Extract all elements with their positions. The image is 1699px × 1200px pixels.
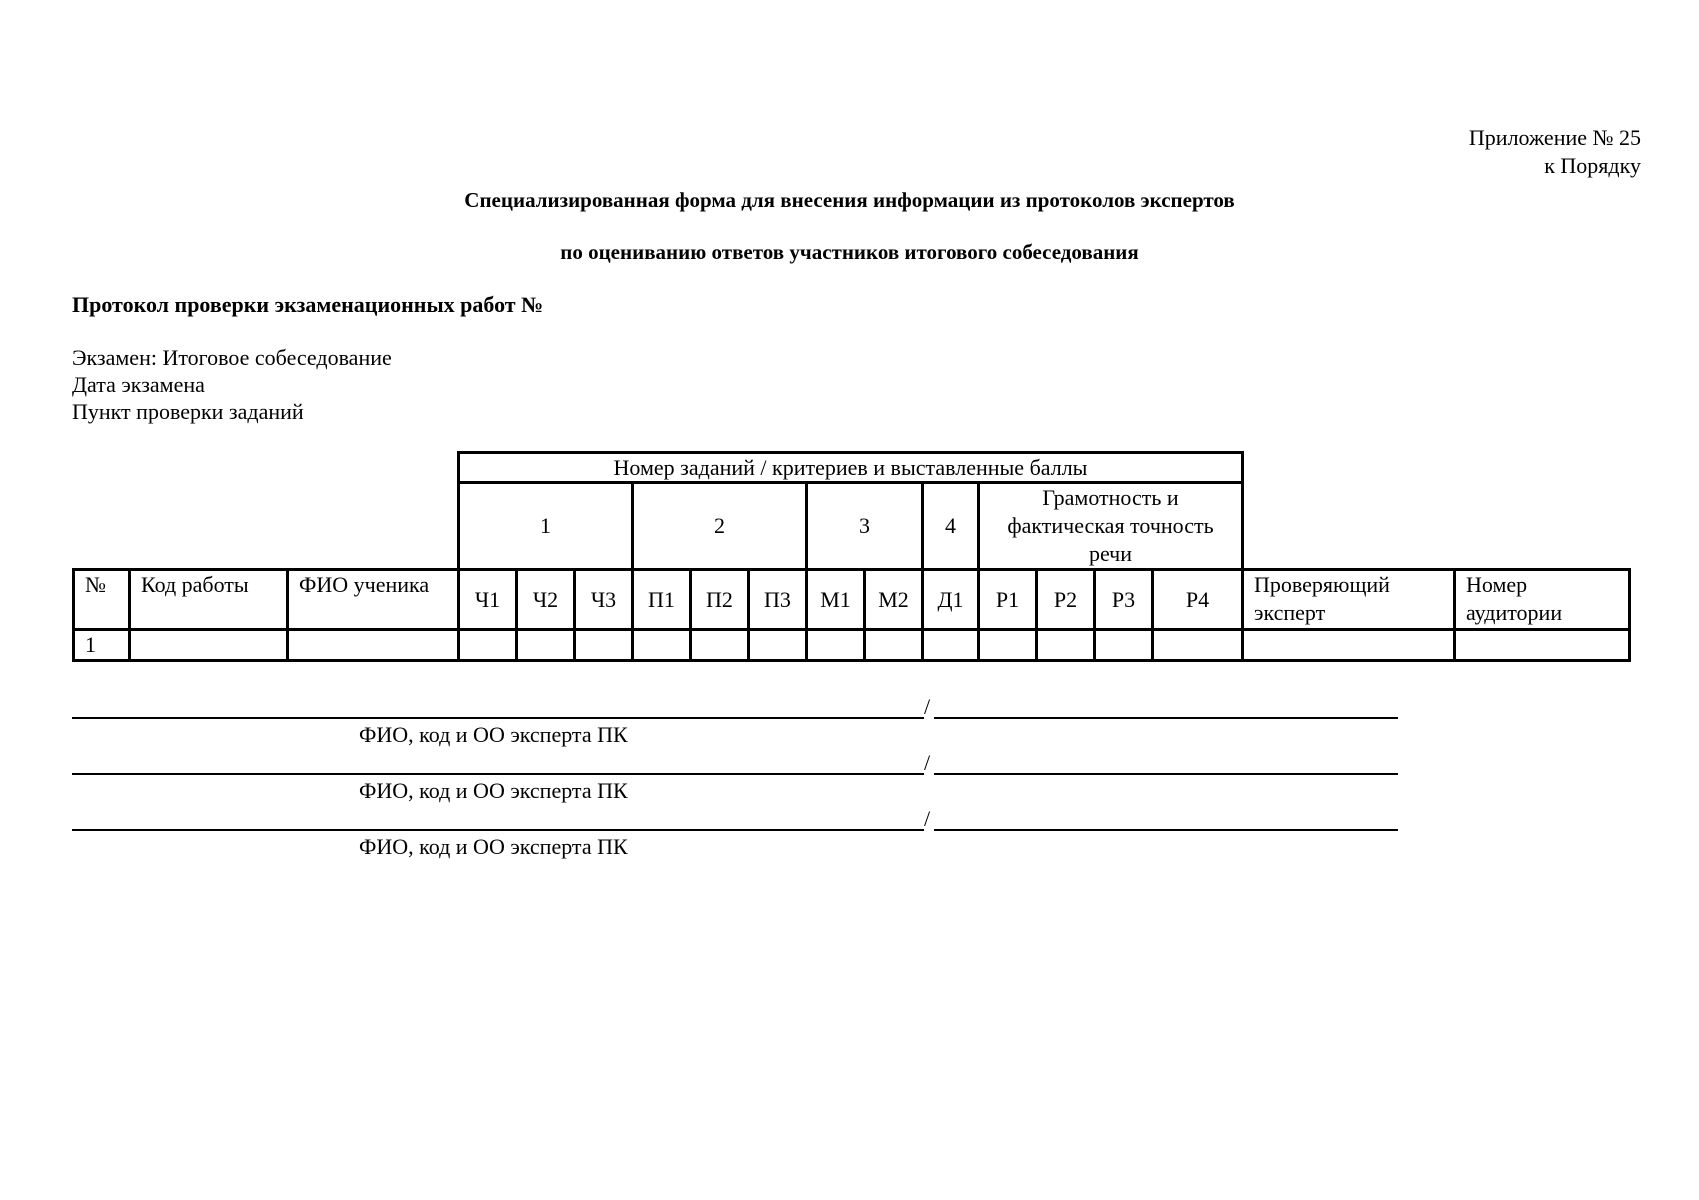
signature-line[interactable] bbox=[72, 829, 924, 831]
signature-line-right[interactable] bbox=[934, 773, 1398, 775]
task-4-header: 4 bbox=[923, 483, 979, 570]
appendix-reference: к Порядку bbox=[1544, 153, 1641, 178]
exam-meta bbox=[72, 344, 392, 425]
signature-caption: ФИО, код и ОО эксперта ПК bbox=[359, 722, 628, 747]
header-checking-expert: Проверяющий эксперт bbox=[1243, 570, 1455, 630]
header-ch2: Ч2 bbox=[517, 570, 575, 630]
row-p1[interactable] bbox=[633, 630, 691, 661]
signature-slash: / bbox=[924, 750, 931, 775]
task-1-header: 1 bbox=[459, 483, 633, 570]
task-group-header: Номер заданий / критериев и выставленные баллы bbox=[459, 453, 1243, 483]
row-r4[interactable] bbox=[1153, 630, 1243, 661]
row-ch2[interactable] bbox=[517, 630, 575, 661]
header-m1: М1 bbox=[807, 570, 865, 630]
row-ch1[interactable] bbox=[459, 630, 517, 661]
row-ch3[interactable] bbox=[575, 630, 633, 661]
appendix-number: Приложение № 25 bbox=[1468, 125, 1641, 150]
header-p2: П2 bbox=[691, 570, 749, 630]
results-table bbox=[72, 568, 1631, 662]
row-r2[interactable] bbox=[1037, 630, 1095, 661]
table-header-row bbox=[74, 570, 1630, 630]
signature-caption: ФИО, код и ОО эксперта ПК bbox=[359, 778, 628, 803]
form-title-line-1: Специализированная форма для внесения информации из протоколов экспертов bbox=[464, 188, 1235, 212]
header-ch3: Ч3 bbox=[575, 570, 633, 630]
header-r3: Р3 bbox=[1095, 570, 1153, 630]
header-number: № bbox=[74, 570, 130, 630]
row-p2[interactable] bbox=[691, 630, 749, 661]
protocol-heading: Протокол проверки экзаменационных работ № bbox=[72, 292, 544, 317]
row-work-code[interactable] bbox=[130, 630, 288, 661]
signature-line[interactable] bbox=[72, 717, 924, 719]
signature-line-right[interactable] bbox=[934, 829, 1398, 831]
row-student-name[interactable] bbox=[288, 630, 459, 661]
task-header-table bbox=[457, 451, 1244, 571]
check-point: Пункт проверки заданий bbox=[72, 399, 304, 424]
header-r2: Р2 bbox=[1037, 570, 1095, 630]
header-r1: Р1 bbox=[979, 570, 1037, 630]
header-p3: П3 bbox=[749, 570, 807, 630]
table-row bbox=[74, 630, 1630, 661]
header-d1: Д1 bbox=[923, 570, 979, 630]
row-room-number[interactable] bbox=[1455, 630, 1630, 661]
header-m2: М2 bbox=[865, 570, 923, 630]
header-student-name: ФИО ученика bbox=[288, 570, 459, 630]
row-m1[interactable] bbox=[807, 630, 865, 661]
row-r3[interactable] bbox=[1095, 630, 1153, 661]
signature-slash: / bbox=[924, 694, 931, 719]
signature-caption: ФИО, код и ОО эксперта ПК bbox=[359, 834, 628, 859]
exam-date: Дата экзамена bbox=[72, 372, 205, 397]
header-p1: П1 bbox=[633, 570, 691, 630]
signature-line-right[interactable] bbox=[934, 717, 1398, 719]
form-title-line-2: по оцениванию ответов участников итогового собеседования bbox=[560, 240, 1139, 264]
row-m2[interactable] bbox=[865, 630, 923, 661]
row-r1[interactable] bbox=[979, 630, 1037, 661]
signature-line[interactable] bbox=[72, 773, 924, 775]
task-3-header: 3 bbox=[807, 483, 923, 570]
row-d1[interactable] bbox=[923, 630, 979, 661]
row-p3[interactable] bbox=[749, 630, 807, 661]
header-r4: Р4 bbox=[1153, 570, 1243, 630]
signature-slash: / bbox=[924, 806, 931, 831]
header-room-number: Номер аудитории bbox=[1455, 570, 1630, 630]
appendix-note bbox=[1469, 124, 1641, 180]
row-number: 1 bbox=[74, 630, 130, 661]
header-work-code: Код работы bbox=[130, 570, 288, 630]
speech-literacy-header: Грамотность и фактическая точность речи bbox=[979, 483, 1243, 570]
task-2-header: 2 bbox=[633, 483, 807, 570]
row-checking-expert[interactable] bbox=[1243, 630, 1455, 661]
header-ch1: Ч1 bbox=[459, 570, 517, 630]
exam-name: Экзамен: Итоговое собеседование bbox=[72, 345, 392, 370]
